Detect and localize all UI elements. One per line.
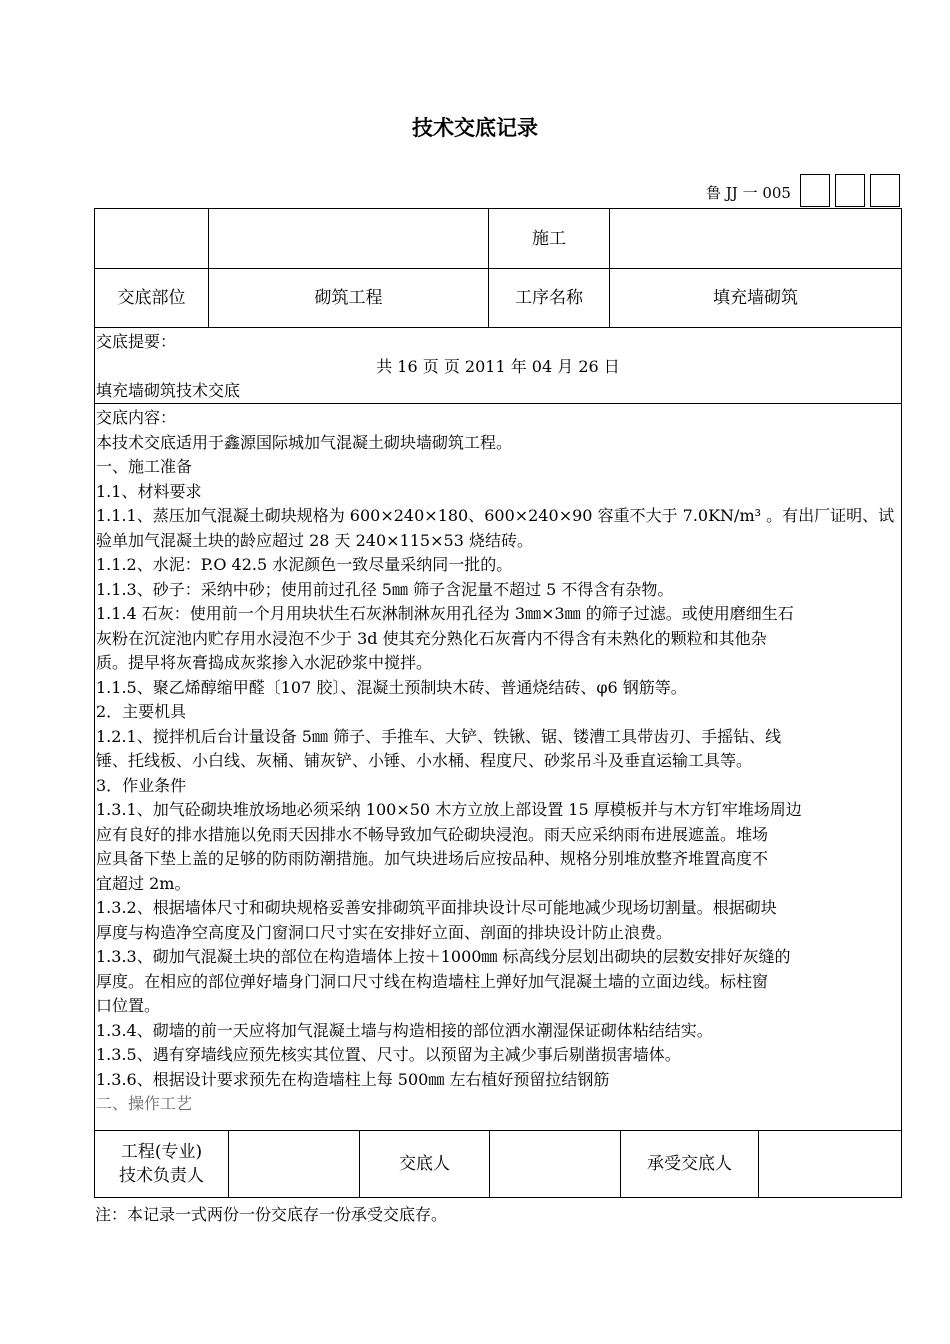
presenter-signature[interactable] bbox=[490, 1131, 620, 1197]
content-line: 厚度。在相应的部位弹好墙身门洞口尺寸线在构造墙柱上弹好加气混凝土墙的立面边线。标柱窗 bbox=[96, 971, 769, 991]
content-line: 本技术交底适用于鑫源国际城加气混凝土砌块墙砌筑工程。 bbox=[96, 432, 513, 452]
summary-pages-date: 共 16 页 页 2011 年 04 月 26 日 bbox=[376, 356, 620, 376]
content-line: 1.2.1、搅拌机后台计量设备 5㎜ 筛子、手推车、大铲、铁锹、锯、镂漕工具带齿刃、手摇钻、线 bbox=[96, 726, 782, 746]
content-line: 1.1.4 石灰：使用前一个月用块状生石灰淋制淋灰用孔径为 3㎜×3㎜ 的筛子过滤。或使用磨细生石 bbox=[96, 604, 794, 623]
location-value[interactable]: 砌筑工程 bbox=[314, 288, 383, 308]
content-section bbox=[96, 406, 900, 1117]
content-line: 1.3.2、根据墙体尺寸和砌块规格妥善安排砌筑平面排块设计尽可能地减少现场切割量。根据砌块 bbox=[96, 898, 777, 917]
code-box-3[interactable] bbox=[870, 174, 900, 207]
tech-lead-line-2: 技术负责人 bbox=[119, 1166, 204, 1186]
receiver-label: 承受交底人 bbox=[647, 1154, 732, 1174]
content-line: 1.1.3、砂子：采纳中砂；使用前过孔径 5㎜ 筛子含泥量不超过 5 不得含有杂物。 bbox=[96, 579, 674, 599]
construction-label: 施工 bbox=[532, 228, 566, 249]
summary-subject: 填充墙砌筑技术交底 bbox=[96, 381, 241, 400]
receiver-signature[interactable] bbox=[759, 1131, 901, 1197]
content-line: 1.3.3、砌加气混凝土块的部位在构造墙体上按＋1000㎜ 标高线分层划出砌块的层数安排好灰缝的 bbox=[96, 947, 791, 966]
record-form bbox=[94, 208, 902, 1198]
section-divider bbox=[95, 403, 901, 404]
content-body bbox=[96, 431, 900, 1093]
document-code-row bbox=[700, 174, 902, 208]
content-line: 1.1.2、水泥：P.O 42.5 水泥颜色一致尽量采纳同一批的。 bbox=[96, 555, 513, 574]
content-line: 应具备下垫上盖的足够的防雨防潮措施。加气块进场后应按品种、规格分别堆放整齐堆置高度不 bbox=[96, 849, 769, 868]
content-line: 厚度与构造净空高度及门窗洞口尺寸实在安排好立面、剖面的排块设计防止浪费。 bbox=[96, 922, 673, 942]
footer-note: 注：本记录一式两份一份交底存一份承受交底存。 bbox=[95, 1205, 448, 1224]
content-line: 3．作业条件 bbox=[96, 775, 187, 795]
tech-lead-label bbox=[95, 1131, 228, 1197]
content-line: 1.3.1、加气砼砌块堆放场地必须采纳 100×50 木方立放上部设置 15 厚模板并与木方钉牢堆场周边 bbox=[96, 800, 802, 819]
content-line: 质。提早将灰膏捣成灰浆掺入水泥砂浆中搅拌。 bbox=[96, 653, 433, 672]
content-line: 1.3.6、根据设计要求预先在构造墙柱上每 500㎜ 左右植好预留拉结钢筋 bbox=[96, 1069, 610, 1089]
content-line: 灰粉在沉淀池内贮存用水浸泡不少于 3d 使其充分熟化石灰膏内不得含有未熟化的颗粒和其他杂 bbox=[96, 628, 767, 648]
construction-value[interactable] bbox=[610, 209, 901, 268]
summary-section bbox=[96, 330, 900, 404]
content-line: 应有良好的排水措施以免雨天因排水不畅导致加气砼砌块浸泡。雨天应采纳雨布进展遮盖。堆场 bbox=[96, 824, 769, 844]
code-box-1[interactable] bbox=[800, 174, 830, 207]
next-section-heading: 二、操作工艺 bbox=[96, 1094, 193, 1113]
location-label: 交底部位 bbox=[117, 288, 186, 308]
row-divider bbox=[95, 327, 901, 328]
process-name-label: 工序名称 bbox=[515, 288, 583, 308]
process-name-value[interactable]: 填充墙砌筑 bbox=[713, 288, 798, 308]
header-label-1 bbox=[95, 209, 208, 268]
content-line: 1.1.1、蒸压加气混凝土砌块规格为 600×240×180、600×240×90 容重不大于 7.0KN/m³ 。有出厂证明、试 bbox=[96, 506, 895, 525]
content-line: 1.1.5、聚乙烯醇缩甲醛〔107 胶〕、混凝土预制块木砖、普通烧结砖、φ6 钢筋等。 bbox=[96, 677, 687, 697]
content-line: 宜超过 2m。 bbox=[96, 873, 191, 893]
header-value-1[interactable] bbox=[209, 209, 488, 268]
content-line: 1.1、材料要求 bbox=[96, 481, 202, 501]
document-code: 鲁 JJ 一 005 bbox=[706, 184, 791, 202]
content-line: 锤、托线板、小白线、灰桶、铺灰铲、小锤、小水桶、程度尺、砂浆吊斗及垂直运输工具等。 bbox=[96, 751, 753, 770]
presenter-label: 交底人 bbox=[399, 1154, 450, 1174]
code-box-2[interactable] bbox=[835, 174, 865, 207]
content-line: 2．主要机具 bbox=[96, 702, 187, 721]
content-label: 交底内容： bbox=[96, 408, 177, 427]
tech-lead-signature[interactable] bbox=[229, 1131, 359, 1197]
summary-label: 交底提要： bbox=[96, 332, 177, 351]
content-line: 一、施工准备 bbox=[96, 457, 193, 476]
tech-lead-line-1: 工程(专业) bbox=[120, 1142, 203, 1162]
page-title: 技术交底记录 bbox=[412, 116, 538, 140]
content-line: 1.3.4、砌墙的前一天应将加气混凝土墙与构造相接的部位洒水潮湿保证砌体粘结结实。 bbox=[96, 1020, 713, 1040]
content-line: 1.3.5、遇有穿墙线应预先核实其位置、尺寸。以预留为主减少事后剔凿损害墙体。 bbox=[96, 1045, 681, 1064]
content-line: 口位置。 bbox=[96, 996, 161, 1015]
content-line: 验单加气混凝土块的龄应超过 28 天 240×115×53 烧结砖。 bbox=[96, 530, 533, 550]
